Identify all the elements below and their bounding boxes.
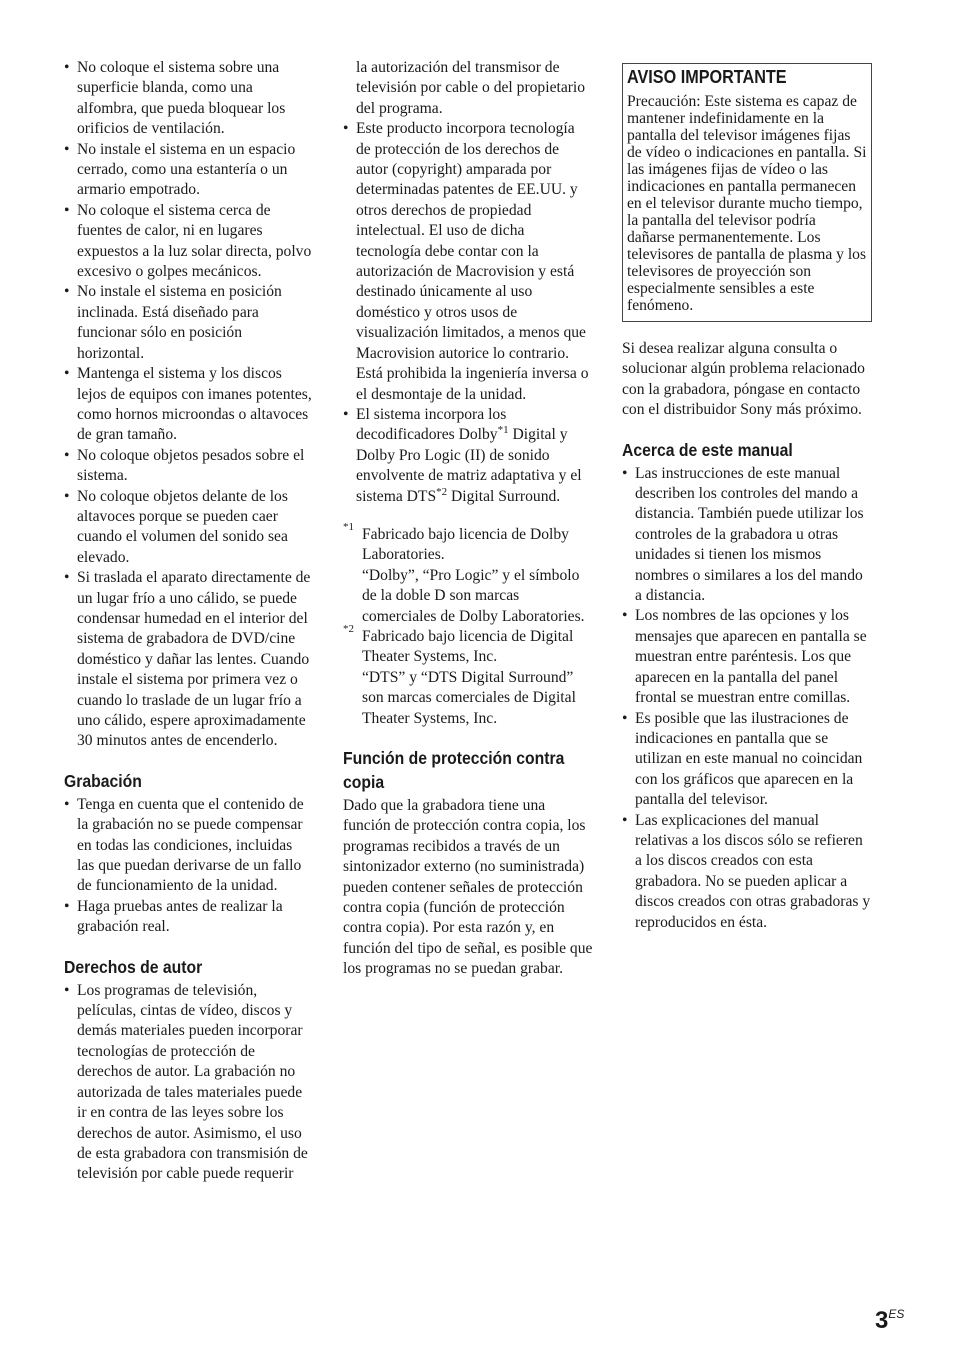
footnote-text: “Dolby”, “Pro Logic” y el símbolo de la doble D son marcas comerciales de Dolby Laboratories. (362, 566, 585, 625)
heading-grabacion: Grabación (64, 770, 142, 791)
derechos-list (64, 981, 312, 1185)
continued-text: la autorización del transmisor de televisión por cable o del propietario del programa. (356, 59, 586, 117)
list-item: • No coloque el sistema sobre una superficie blanda, como una alfombra, que pueda bloquear los orificios de ventilación. (64, 58, 312, 140)
list-item: • Las explicaciones del manual relativas a los discos sólo se refieren a los discos creados con esta grabadora. No se pueden aplicar a discos creados con otras grabadoras y reproducidos en ésta. (622, 811, 872, 933)
list-item: • Este producto incorpora tecnología de protección de los derechos de autor (copyright) amparada por determinadas patentes de EE.UU. y otros derechos de propiedad intelectual. El uso de dicha tecnología debe contar con la autorización de Macrovision y está destinado únicamente al uso doméstico y otros usos de visualización limitados, a menos que Macrovision autorice lo contrario. Está prohibida la ingeniería inversa o el desmontaje de la unidad. (343, 119, 593, 405)
list-item: • No instale el sistema en un espacio cerrado, como una estantería o un armario empotrado. (64, 140, 312, 201)
tech-list (343, 119, 593, 507)
footnote-text: Fabricado bajo licencia de Digital Theater Systems, Inc. (362, 627, 574, 666)
footnote-text: Fabricado bajo licencia de Dolby Laboratories. (362, 525, 569, 564)
footnotes (343, 520, 593, 729)
list-item: • Haga pruebas antes de realizar la grabación real. (64, 897, 312, 938)
precautions-list (64, 58, 312, 752)
column-left (64, 58, 312, 1185)
page-number (875, 1300, 904, 1335)
heading-proteccion-copia: Función de protección contra copia (343, 748, 565, 792)
footnote (343, 520, 593, 627)
important-notice-box (622, 63, 872, 322)
footnote-mark: *1 (497, 424, 509, 437)
heading-acerca-manual: Acerca de este manual (622, 439, 793, 460)
footnote-mark: *2 (436, 485, 448, 498)
list-item: • Mantenga el sistema y los discos lejos de equipos con imanes potentes, como hornos microondas o altavoces de gran tamaño. (64, 364, 312, 446)
contact-paragraph: Si desea realizar alguna consulta o solucionar algún problema relacionado con la grabadora, póngase en contacto con el distribuidor Sony más próximo. (622, 340, 865, 419)
copia-paragraph: Dado que la grabadora tiene una función de protección contra copia, los programas recibidos a través de un sintonizador externo (no suministrada) pueden contener señales de protección contra copia (función de protección contra copia). Por esta razón y, en función del tipo de señal, es posible que los programas no se puedan grabar. (343, 797, 593, 978)
column-middle (343, 58, 593, 980)
footnote-text: “DTS” y “DTS Digital Surround” son marcas comerciales de Digital Theater Systems, Inc. (362, 668, 576, 727)
heading-derechos-de-autor: Derechos de autor (64, 956, 203, 977)
footnote (343, 622, 593, 729)
list-item: • No coloque objetos pesados sobre el sistema. (64, 446, 312, 487)
list-item-dolby (343, 405, 593, 507)
grabacion-list (64, 795, 312, 938)
list-item: • Las instrucciones de este manual describen los controles del mando a distancia. También puede utilizar los controles de la grabadora u otras unidades si tienen los mismos nombres o similares a los del mando a distancia. (622, 464, 872, 607)
dolby-text-b: Digital y Dolby Pro Logic (II) de sonido envolvente de matriz adaptativa y el sistema DTS (356, 426, 582, 505)
footnote-mark: *2 (343, 622, 354, 635)
footnote-mark: *1 (343, 520, 354, 533)
list-item: • Si traslada el aparato directamente de un lugar frío a uno cálido, se puede condensar humedad en el interior del sistema de grabadora de DVD/cine doméstico y dañar las lentes. Cuando instale el sistema por primera vez o cuando lo traslade de un lugar frío a uno cálido, espere aproximadamente 30 minutos antes de encenderlo. (64, 568, 312, 752)
list-item: • No coloque el sistema cerca de fuentes de calor, ni en lugares expuestos a la luz solar directa, polvo excesivo o golpes mecánicos. (64, 201, 312, 283)
dolby-text-a: El sistema incorpora los decodificadores Dolby (356, 405, 507, 444)
list-item: • Los nombres de las opciones y los mensajes que aparecen en pantalla se muestran entre paréntesis. Los que aparecen en la pantalla del panel frontal se muestran entre comillas. (622, 606, 872, 708)
page-number-value: 3 (875, 1307, 889, 1334)
list-item: • Tenga en cuenta que el contenido de la grabación no se puede compensar en todas las condiciones, incluidas las que puedan derivarse de un fallo de funcionamiento de la unidad. (64, 795, 312, 897)
list-item: • No coloque objetos delante de los altavoces porque se pueden caer cuando el volumen del sonido sea elevado. (64, 487, 312, 569)
dolby-text-c: Digital Surround. (447, 487, 561, 505)
list-item: • Los programas de televisión, películas, cintas de vídeo, discos y demás materiales pueden incorporar tecnologías de protección de derechos de autor. La grabación no autorizada de tales materiales puede ir en contra de las leyes sobre los derechos de autor. Asimismo, el uso de esta grabadora con transmisión de televisión por cable puede requerir (64, 981, 312, 1185)
notice-text: Precaución: Este sistema es capaz de mantener indefinidamente en la pantalla del televisor imágenes fijas de vídeo o indicaciones en pantalla. Si las imágenes fijas de vídeo o las indicaciones en pantalla permanecen en el televisor durante mucho tiempo, la pantalla del televisor podría dañarse permanentemente. Los televisores de pantalla de plasma y los televisores de proyección son especialmente sensibles a este fenómeno. (627, 93, 867, 314)
language-code: ES (888, 1307, 905, 1321)
column-right (622, 58, 872, 933)
notice-title: AVISO IMPORTANTE (627, 67, 787, 87)
list-item: • Es posible que las ilustraciones de indicaciones en pantalla que se utilizan en este manual no coincidan con los gráficos que aparecen en la pantalla del televisor. (622, 709, 872, 811)
manual-list (622, 464, 872, 933)
list-item: • No instale el sistema en posición inclinada. Está diseñado para funcionar sólo en posición horizontal. (64, 282, 312, 364)
